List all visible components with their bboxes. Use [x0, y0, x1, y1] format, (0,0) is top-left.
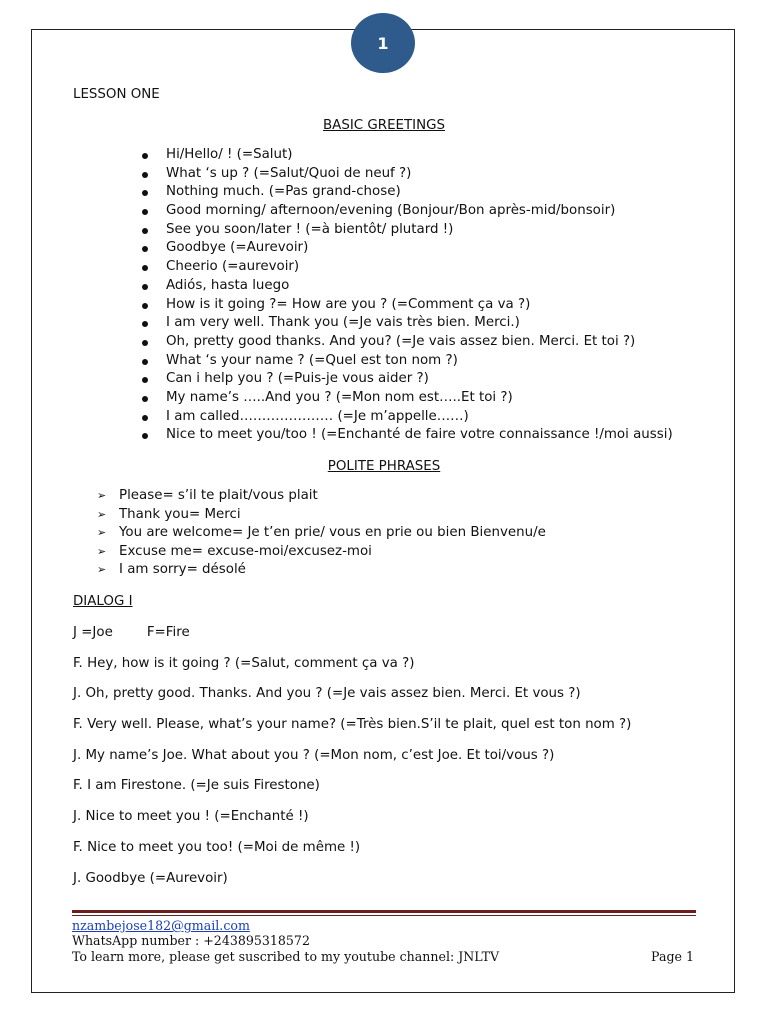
footer-divider — [72, 915, 696, 916]
list-item: Good morning/ afternoon/evening (Bonjour/Bon après-mid/bonsoir) — [140, 202, 673, 221]
list-item — [95, 524, 546, 543]
greetings-list — [140, 146, 673, 445]
list-item: My name’s …..And you ? (=Mon nom est…..Et toi ?) — [140, 389, 673, 408]
list-item: Oh, pretty good thanks. And you? (=Je vais assez bien. Merci. Et toi ?) — [140, 333, 673, 352]
list-item: Nice to meet you/too ! (=Enchanté de faire votre connaissance !/moi aussi) — [140, 426, 673, 445]
list-item: Can i help you ? (=Puis-je vous aider ?) — [140, 370, 673, 389]
list-item: I am called………………… (=Je m’appelle……) — [140, 408, 673, 427]
dialog-line: J. Goodbye (=Aurevoir) — [73, 871, 228, 886]
list-item — [95, 543, 546, 562]
arrow-bullet-icon: ➢ — [97, 526, 107, 540]
footer-youtube: To learn more, please get suscribed to my youtube channel: JNLTV — [72, 949, 500, 964]
dialog-line: F. Very well. Please, what’s your name? (=Très bien.S’il te plait, quel est ton nom ?) — [73, 717, 632, 732]
list-item: Goodbye (=Aurevoir) — [140, 239, 673, 258]
list-item: Nothing much. (=Pas grand-chose) — [140, 183, 673, 202]
arrow-bullet-icon: ➢ — [97, 489, 107, 502]
footer-whatsapp: WhatsApp number : +243895318572 — [72, 933, 310, 948]
list-item: How is it going ?= How are you ? (=Comment ça va ?) — [140, 296, 673, 315]
dialog-line: F. I am Firestone. (=Je suis Firestone) — [73, 778, 320, 793]
dialog-line: F. Nice to meet you too! (=Moi de même !) — [73, 840, 361, 855]
dialog-line: J. Oh, pretty good. Thanks. And you ? (=Je vais assez bien. Merci. Et vous ?) — [73, 686, 581, 701]
footer-page-number: Page 1 — [651, 949, 694, 964]
dialog-line: F. Hey, how is it going ? (=Salut, comment ça va ?) — [73, 656, 415, 671]
list-item: Hi/Hello/ ! (=Salut) — [140, 146, 673, 165]
list-item-text: You are welcome= Je t’en prie/ vous en prie ou bien Bienvenu/e — [119, 525, 546, 541]
list-item-text: Please= s’il te plait/vous plait — [119, 488, 318, 503]
list-item: What ‘s your name ? (=Quel est ton nom ?) — [140, 352, 673, 371]
list-item-text: Thank you= Merci — [119, 506, 241, 522]
list-item — [95, 506, 546, 525]
dialog-line: J. Nice to meet you ! (=Enchanté !) — [73, 809, 309, 824]
dialog-speakers: J =Joe F=Fire — [73, 625, 190, 640]
dialog-line: J. My name’s Joe. What about you ? (=Mon nom, c’est Joe. Et toi/vous ?) — [73, 748, 555, 763]
page-number-badge: 1 — [351, 13, 415, 73]
polite-phrases-list — [95, 487, 546, 580]
list-item — [95, 487, 546, 506]
arrow-bullet-icon: ➢ — [97, 563, 107, 577]
footer-email-link[interactable]: nzambejose182@gmail.com — [72, 918, 250, 933]
section-title-polite-phrases: POLITE PHRASES — [327, 459, 441, 474]
list-item — [95, 561, 546, 580]
list-item: See you soon/later ! (=à bientôt/ plutard !) — [140, 221, 673, 240]
list-item: I am very well. Thank you (=Je vais très bien. Merci.) — [140, 314, 673, 333]
lesson-title: LESSON ONE — [73, 87, 160, 102]
list-item: What ‘s up ? (=Salut/Quoi de neuf ?) — [140, 165, 673, 184]
list-item-text: I am sorry= désolé — [119, 562, 246, 578]
section-title-basic-greetings: BASIC GREETINGS — [322, 118, 446, 133]
arrow-bullet-icon: ➢ — [97, 507, 107, 521]
list-item: Adiós, hasta luego — [140, 277, 673, 296]
dialog-title: DIALOG I — [73, 594, 133, 609]
footer-divider — [72, 910, 696, 913]
list-item-text: Excuse me= excuse-moi/excusez-moi — [119, 543, 372, 559]
arrow-bullet-icon: ➢ — [97, 544, 107, 558]
list-item: Cheerio (=aurevoir) — [140, 258, 673, 277]
